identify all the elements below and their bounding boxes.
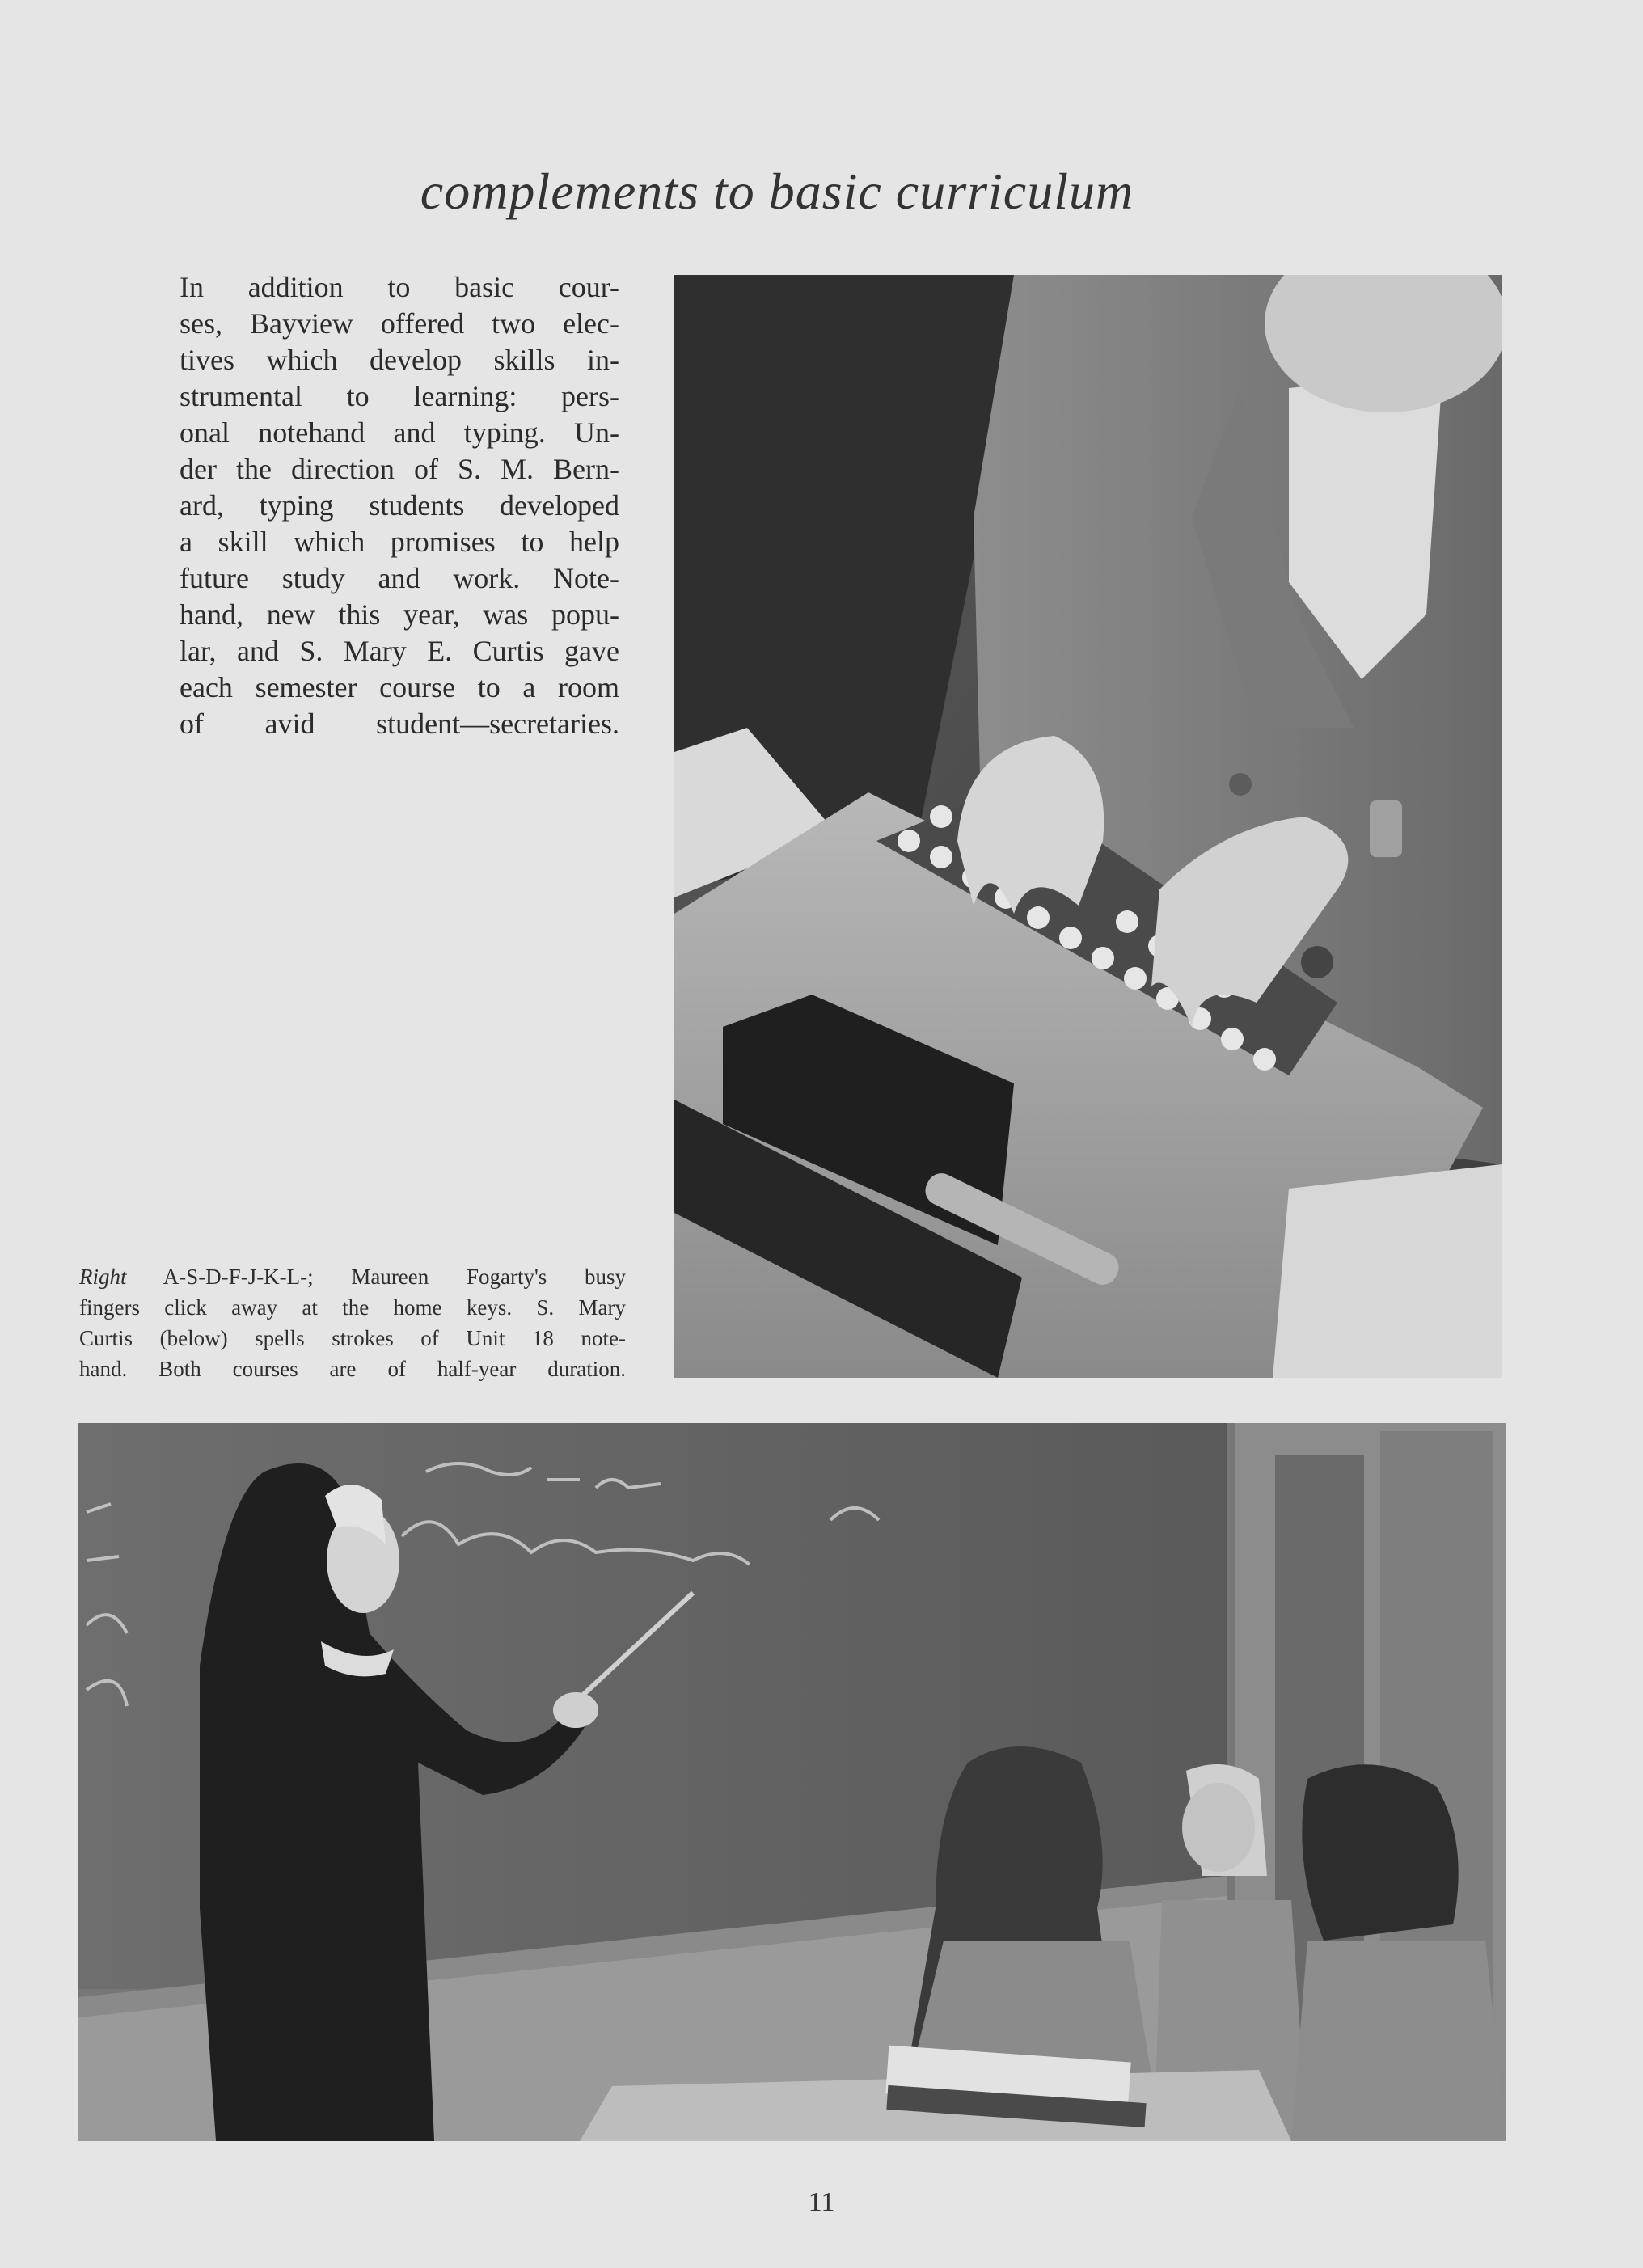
photo-typing-hands	[674, 275, 1502, 1378]
body-paragraph	[180, 269, 619, 742]
body-line: tives which develop skills in-	[180, 344, 619, 376]
body-line: hand, new this year, was popu-	[180, 598, 619, 631]
photo-typing-hands-icon	[674, 275, 1502, 1378]
caption-first-line: A-S-D-F-J-K-L-; Maureen Fogarty's busy	[163, 1265, 626, 1289]
body-line: a skill which promises to help	[180, 526, 619, 558]
caption-line: Curtis (below) spells strokes of Unit 18 note-	[79, 1326, 626, 1350]
body-line: In addition to basic cour-	[180, 271, 619, 303]
caption-lead: Right	[79, 1265, 127, 1289]
page-title-text: complements to basic curriculum	[420, 163, 1134, 220]
caption-line: fingers click away at the home keys. S. Mary	[79, 1295, 626, 1320]
body-line: ard, typing students developed	[180, 489, 619, 522]
body-line: each semester course to a room	[180, 671, 619, 703]
body-line: onal notehand and typing. Un-	[180, 416, 619, 449]
body-line: ses, Bayview offered two elec-	[180, 307, 619, 340]
page-title	[0, 162, 1643, 222]
body-line: lar, and S. Mary E. Curtis gave	[180, 635, 619, 667]
photo-caption	[79, 1261, 626, 1384]
body-line: der the direction of S. M. Bern-	[180, 453, 619, 485]
photo-nun-at-blackboard	[78, 1423, 1506, 2141]
photo-nun-at-blackboard-icon	[78, 1423, 1506, 2141]
body-line: strumental to learning: pers-	[180, 380, 619, 412]
caption-line: hand. Both courses are of half-year duration.	[79, 1357, 626, 1381]
body-line: future study and work. Note-	[180, 562, 619, 594]
caption-line	[79, 1261, 626, 1292]
page-number: 11	[808, 2187, 835, 2217]
body-line: of avid student—secretaries.	[180, 707, 619, 740]
